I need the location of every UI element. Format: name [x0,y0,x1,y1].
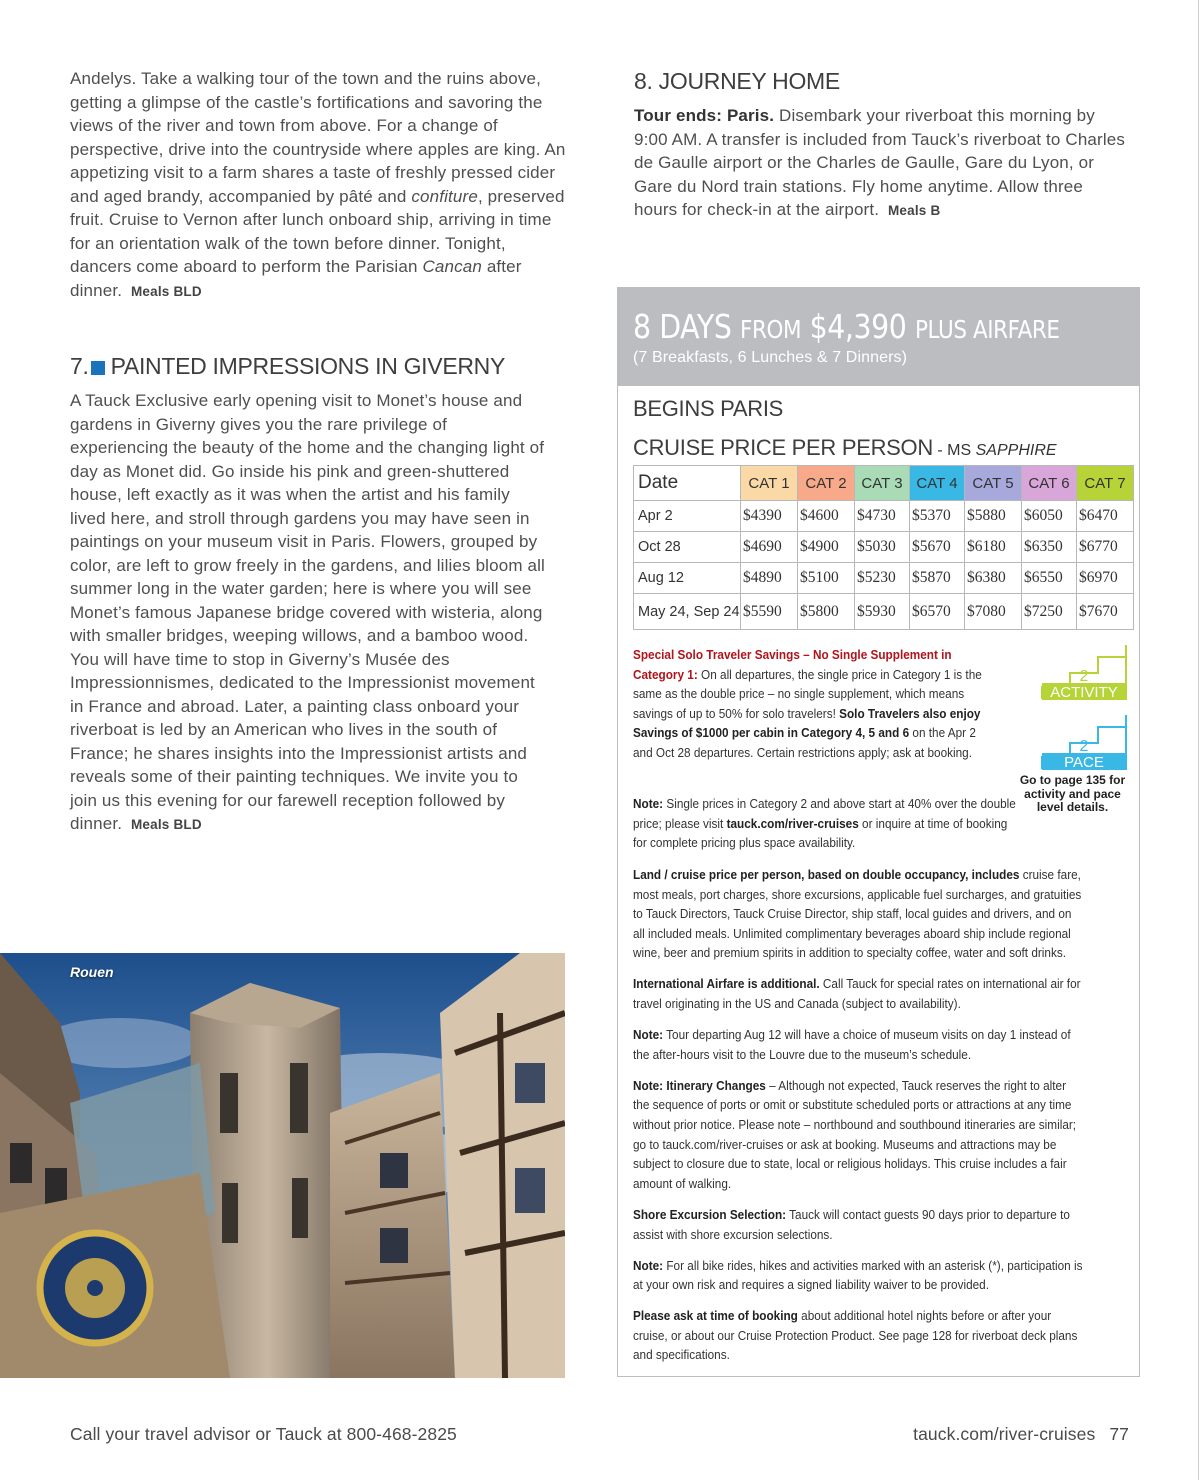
meals-tag: Meals BLD [130,283,202,299]
price-cell: $4390 [741,501,798,532]
begins-city: BEGINS PARIS [633,396,784,421]
rouen-photo [0,953,565,1378]
day8-section [634,67,1134,223]
cruise-price-title: CRUISE PRICE PER PERSON - MS SAPPHIRE [633,435,1057,460]
date-header: Date [634,466,741,501]
terms-paragraph: International Airfare is additional. Call Tauck for special rates on international air for travel originating in the US and Canada (subject to availability). [633,976,1081,1012]
meals-included: (7 Breakfasts, 6 Lunches & 7 Dinners) [633,349,908,366]
category-header: CAT 7 [1077,466,1134,501]
pace-level-icon [1040,713,1128,771]
category-header: CAT 5 [965,466,1022,501]
price-cell: $6550 [1022,563,1077,594]
photo-caption: Rouen [70,964,114,980]
price-cell: $6180 [965,532,1022,563]
price-cell: $5370 [910,501,965,532]
day7-title: 7. PAINTED IMPRESSIONS IN GIVERNY [70,353,506,379]
day7-text: A Tauck Exclusive early opening visit to Monet’s house and gardens in Giverny gives you the rare privilege of experiencing the beauty of the home and the changing light of day as Monet did. Go inside his pink and green-shuttered house, left exactly as it was when the artist and his family lived here, and stroll through gardens you may have seen in paintings on your museum visit in Paris. Flowers, grouped by color, are left to grow freely in the gardens, and lilies bloom all summer long in the water garden; here is where you will see Monet’s famous Japanese bridge covered with wisteria, along with smaller bridges, weeping willows, and a bamboo wood. You will have time to stop in Giverny’s Musée des Impressionnismes, dedicated to the Impressionist movement in France and abroad. Later, a painting class onboard your riverboat is led by an American who lives in the south of France; he shares insights into the Impressionist artists and reveals some of their painting techniques. We invite you to join us this evening for our farewell reception followed by dinner. Meals BLD [70,391,545,833]
price-row [634,563,1134,594]
terms-paragraph: Note: Tour departing Aug 12 will have a choice of museum visits on day 1 instead of the after-hours visit to the Louvre due to the museum’s schedule. [633,1027,1071,1062]
activity-level-icon [1040,643,1128,701]
price-header [618,288,1139,386]
price-cell: $6470 [1077,501,1134,532]
svg-text:PACE: PACE [1064,754,1104,771]
svg-text:2: 2 [1079,738,1089,755]
svg-text:2: 2 [1079,668,1089,685]
price-cell: $6350 [1022,532,1077,563]
single-price-note: Note: Single prices in Category 2 and above start at 40% over the double price; please visit tauck.com/river-cruises or inquire at time of booking for complete pricing plus space availability. [633,796,1016,851]
svg-text:ACTIVITY: ACTIVITY [1050,684,1118,701]
footer-right [913,1424,1129,1445]
price-cell: $5590 [741,594,798,630]
price-cell: $7250 [1022,594,1077,630]
terms-paragraph: Note: Itinerary Changes – Although not expected, Tauck reserves the right to alter the sequence of ports or omit or substitute scheduled ports or attractions at any time without prior notice. Please note – northbound and southbound itineraries are similar; go to tauck.com/river-cruises or ask at booking. Museums and attractions may be subject to closure due to state, local or religious holidays. This cruise includes a fair amount of walking. [633,1077,1077,1191]
departure-date: May 24, Sep 24 [634,594,741,630]
price-cell: $4890 [741,563,798,594]
price-cell: $7670 [1077,594,1134,630]
day8-title: 8. JOURNEY HOME [634,68,840,94]
tauck-exclusive-square-icon [91,361,105,375]
price-cell: $4600 [798,501,855,532]
price-row [634,532,1134,563]
category-header: CAT 4 [910,466,965,501]
price-cell: $5870 [910,563,965,594]
day8-text: Tour ends: Paris. Disembark your riverboat this morning by 9:00 AM. A transfer is included from Tauck’s riverboat to Charles de Gaulle airport or the Charles de Gaulle, Gare du Lyon, or Gare du Nord train stations. Fly home anytime. Allow three hours for check-in at the airport. Meals B [634,106,1126,219]
price-cell: $6770 [1077,532,1134,563]
meals-tag: Meals B [887,203,941,218]
price-headline: 8 DAYS FROM $4,390 PLUS AIRFARE [633,307,1060,346]
price-cell: $6380 [965,563,1022,594]
terms-paragraph: Land / cruise price per person, based on double occupancy, includes cruise fare, most meals, port charges, shore excursions, applicable fuel surcharges, and gratuities to Tauck Directors, Tauck Cruise Director, ship staff, local guides and drivers, and on all included meals. Unlimited complimentary beverages aboard ship include regional wine, beer and premium spirits in addition to specialty coffee, water and soft drinks. [633,867,1082,961]
price-cell: $4730 [855,501,910,532]
price-box [617,287,1140,1377]
price-row [634,594,1134,630]
price-table-header [634,466,1134,501]
price-cell: $5800 [798,594,855,630]
price-cell: $4900 [798,532,855,563]
price-table [633,465,1134,630]
terms-paragraphs [633,865,1084,1377]
terms-paragraph: Note: For all bike rides, hikes and activities marked with an asterisk (*), participation is at your own risk and requires a signed liability waiver to be provided. [633,1257,1083,1293]
price-cell: $4690 [741,532,798,563]
meals-tag: Meals BLD [130,817,202,832]
price-cell: $5880 [965,501,1022,532]
footer-website-link[interactable]: tauck.com/river-cruises [913,1424,1096,1444]
price-table-body [634,501,1134,630]
activity-pace-reference: Go to page 135 for activity and pace level details. [1019,773,1126,814]
rouen-illustration [0,953,565,1378]
day6-continuation [70,67,570,303]
day6-text: Andelys. Take a walking tour of the town and the ruins above, getting a glimpse of the castle’s fortifications and savoring the views of the river and town from above. For a change of perspective, drive into the countryside where apples are king. An appetizing visit to a farm shares a taste of freshly pressed cider and aged brandy, accompanied by pâté and confiture, preserved fruit. Cruise to Vernon after lunch onboard ship, arriving in time for an orientation walk of the town before dinner. Tonight, dancers come aboard to perform the Parisian Cancan after dinner. Meals BLD [70,69,566,300]
price-cell: $5670 [910,532,965,563]
price-row [634,501,1134,532]
category-header: CAT 1 [741,466,798,501]
price-cell: $5100 [798,563,855,594]
price-cell: $6970 [1077,563,1134,594]
departure-date: Aug 12 [634,563,741,594]
price-cell: $5230 [855,563,910,594]
departure-date: Apr 2 [634,501,741,532]
category-header: CAT 3 [855,466,910,501]
terms-paragraph: Please ask at time of booking about additional hotel nights before or after your cruise, or about our Cruise Protection Product. See page 128 for riverboat deck plans and specifications. [633,1308,1078,1363]
category-header: CAT 6 [1022,466,1077,501]
website-link[interactable]: tauck.com/river-cruises [726,815,859,831]
category-header: CAT 2 [798,466,855,501]
solo-traveler-note: Special Solo Traveler Savings – No Single Supplement in Category 1: On all departures, the single price in Category 1 is the same as the double price – no single supplement, which means savings of up to 50% for solo travelers! Solo Travelers also enjoy Savings of $1000 per cabin in Category 4, 5 and 6 on the Apr 2 and Oct 28 departures. Certain restrictions apply; ask at booking. [633,647,982,760]
price-cell: $6570 [910,594,965,630]
price-cell: $6050 [1022,501,1077,532]
day7-section [70,352,570,837]
footer-phone: Call your travel advisor or Tauck at 800-468-2825 [70,1424,457,1444]
page-number: 77 [1109,1424,1129,1444]
price-cell: $7080 [965,594,1022,630]
price-cell: $5030 [855,532,910,563]
price-cell: $5930 [855,594,910,630]
departure-date: Oct 28 [634,532,741,563]
terms-paragraph: Shore Excursion Selection: Tauck will contact guests 90 days prior to departure to assist with shore excursion selections. [633,1206,1070,1242]
